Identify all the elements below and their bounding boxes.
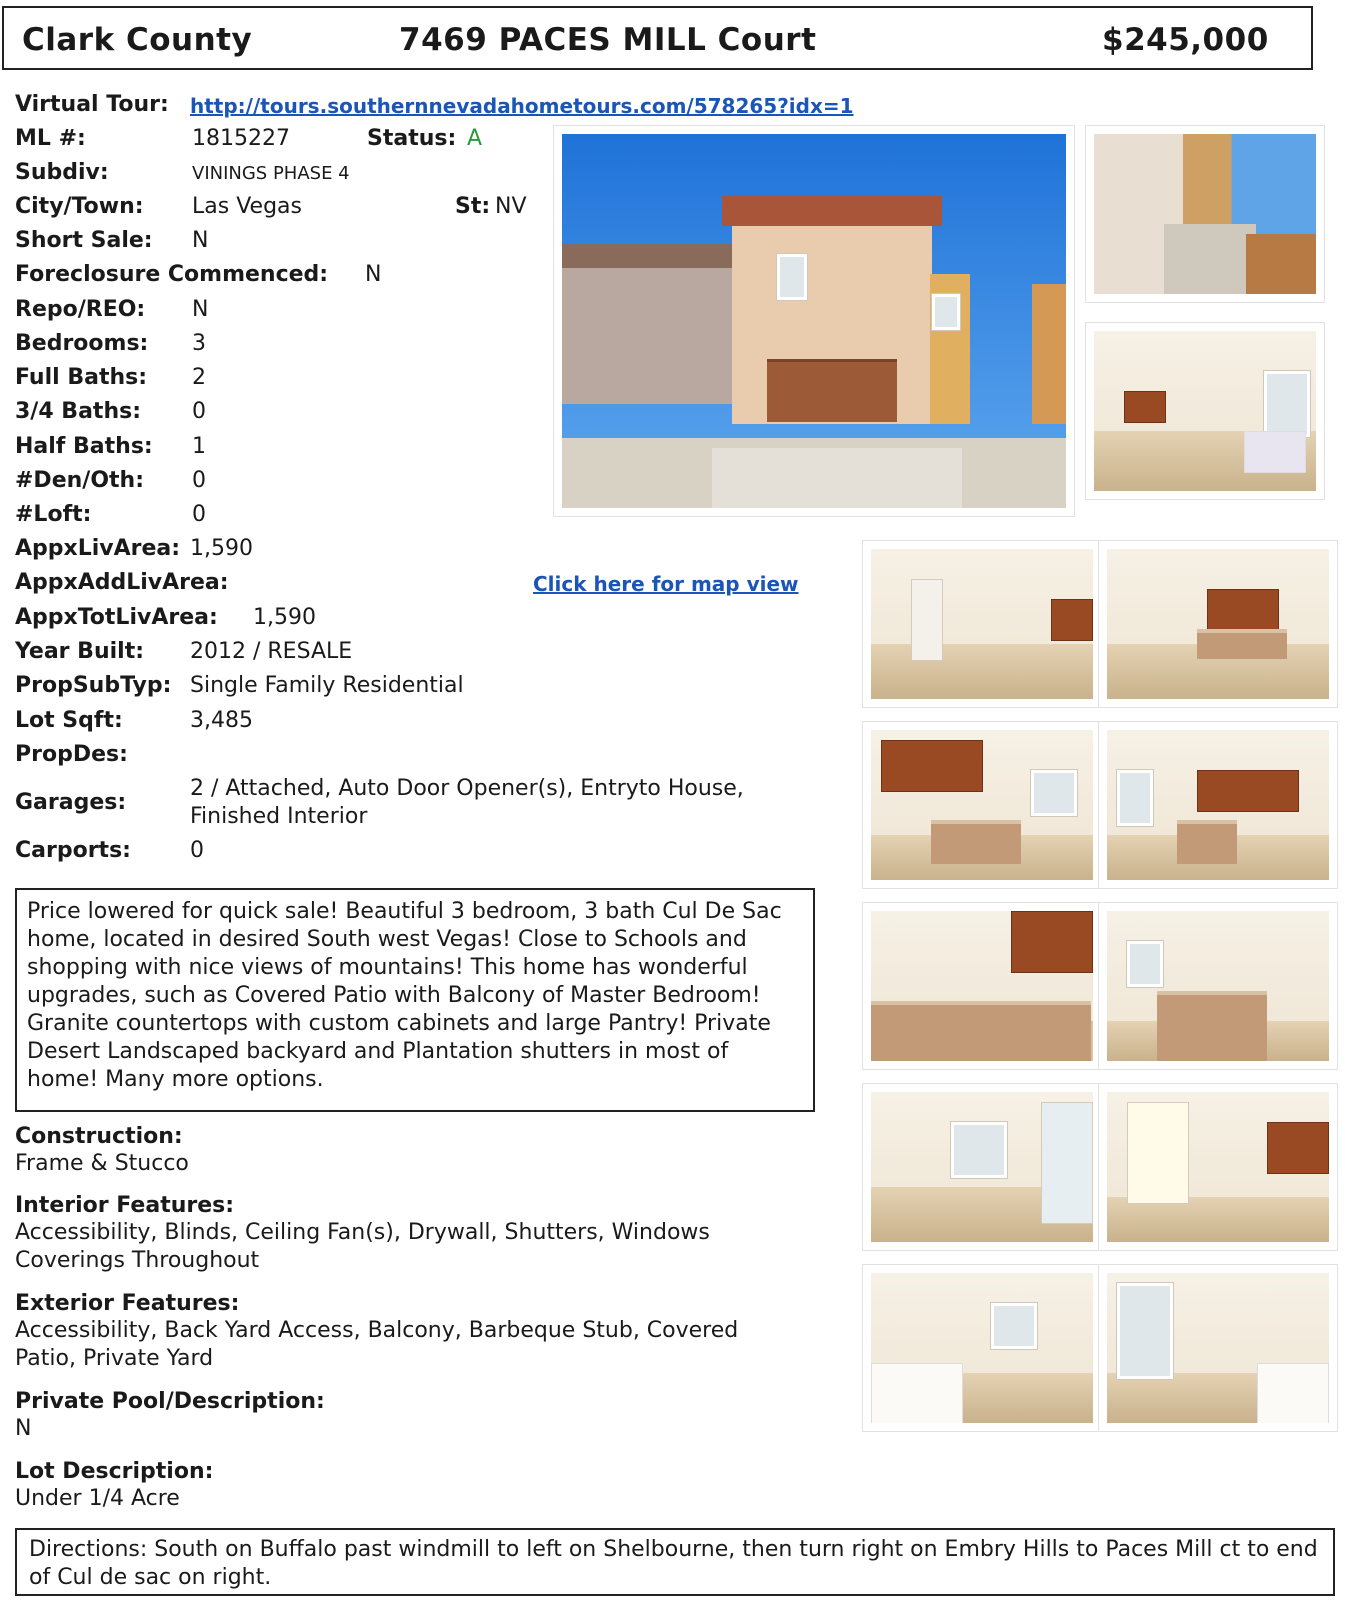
prop-des-label: PropDes: — [15, 742, 128, 767]
prop-sub-type-value: Single Family Residential — [190, 673, 464, 698]
county-title: Clark County — [22, 22, 253, 58]
kitchen-island-photo[interactable] — [1098, 902, 1338, 1070]
kitchen-photo-1[interactable] — [862, 721, 1102, 889]
lot-description-value: Under 1/4 Acre — [15, 1486, 180, 1511]
kitchen-photo-2[interactable] — [1098, 721, 1338, 889]
virtual-tour-link[interactable]: http://tours.southernnevadahometours.com/578265?idx=1 — [190, 94, 854, 118]
add-liv-area-label: AppxAddLivArea: — [15, 570, 229, 595]
short-sale-label: Short Sale: — [15, 228, 153, 253]
description-box: Price lowered for quick sale! Beautiful 3 bedroom, 3 bath Cul De Sac home, located in desired South west Vegas! Close to Schools and shopping with nice views of mountains! This home has wonderful upgrades, such as Covered Patio with Balcony of Master Bedroom! Granite countertops with custom cabinets and large Pantry! Private Desert Landscaped backyard and Plantation shutters in most of home! Many more options. — [15, 888, 815, 1112]
year-built-value: 2012 / RESALE — [190, 639, 353, 664]
pool-label: Private Pool/Description: — [15, 1389, 325, 1414]
subdiv-value: VININGS PHASE 4 — [192, 163, 350, 184]
exterior-features-value: Accessibility, Back Yard Access, Balcony, Barbeque Stub, Covered Patio, Private Yard — [15, 1318, 739, 1371]
half-baths-label: Half Baths: — [15, 434, 153, 459]
kitchen-photo-3[interactable] — [862, 902, 1102, 1070]
prop-sub-type-label: PropSubTyp: — [15, 673, 172, 698]
map-view-link[interactable]: Click here for map view — [533, 572, 799, 596]
ml-label: ML #: — [15, 126, 86, 151]
bedroom-photo-2[interactable] — [1098, 1264, 1338, 1432]
great-room-photo-2[interactable] — [1098, 540, 1338, 708]
status-label: Status: — [367, 126, 457, 151]
den-value: 0 — [192, 468, 206, 493]
carports-value: 0 — [190, 838, 204, 863]
liv-area-value: 1,590 — [190, 536, 253, 561]
three-quarter-baths-value: 0 — [192, 399, 206, 424]
full-baths-value: 2 — [192, 365, 206, 390]
loft-value: 0 — [192, 502, 206, 527]
construction-value: Frame & Stucco — [15, 1151, 189, 1176]
ml-value: 1815227 — [192, 126, 290, 151]
loft-label: #Loft: — [15, 502, 92, 527]
full-baths-label: Full Baths: — [15, 365, 148, 390]
den-label: #Den/Oth: — [15, 468, 144, 493]
lot-sqft-value: 3,485 — [190, 708, 253, 733]
foreclosure-value: N — [365, 262, 382, 287]
price-title: $245,000 — [1102, 22, 1269, 58]
foreclosure-label: Foreclosure Commenced: — [15, 262, 329, 287]
repo-value: N — [192, 297, 209, 322]
dining-photo-1[interactable] — [862, 1083, 1102, 1251]
interior-features-value: Accessibility, Blinds, Ceiling Fan(s), Drywall, Shutters, Windows Coverings Throughout — [15, 1220, 710, 1273]
listing-header — [2, 6, 1313, 70]
city-label: City/Town: — [15, 194, 144, 219]
entry-walkway-photo[interactable] — [1085, 125, 1325, 303]
short-sale-value: N — [192, 228, 209, 253]
bedrooms-label: Bedrooms: — [15, 331, 149, 356]
bedroom-photo-1[interactable] — [862, 1264, 1102, 1432]
tot-liv-area-value: 1,590 — [253, 605, 316, 630]
pool-value: N — [15, 1416, 32, 1441]
living-room-photo-1[interactable] — [1085, 322, 1325, 500]
status-value: A — [467, 126, 483, 151]
tot-liv-area-label: AppxTotLivArea: — [15, 605, 218, 630]
interior-features-label: Interior Features: — [15, 1193, 235, 1218]
bedrooms-value: 3 — [192, 331, 206, 356]
three-quarter-baths-label: 3/4 Baths: — [15, 399, 141, 424]
lot-description-label: Lot Description: — [15, 1459, 214, 1484]
garages-value-line1: 2 / Attached, Auto Door Opener(s), Entryto House, — [190, 776, 744, 801]
lot-sqft-label: Lot Sqft: — [15, 708, 123, 733]
great-room-photo-1[interactable] — [862, 540, 1102, 708]
half-baths-value: 1 — [192, 434, 206, 459]
subdiv-label: Subdiv: — [15, 160, 109, 185]
main-exterior-photo[interactable] — [553, 125, 1075, 517]
liv-area-label: AppxLivArea: — [15, 536, 181, 561]
garages-label: Garages: — [15, 790, 127, 815]
repo-label: Repo/REO: — [15, 297, 146, 322]
virtual-tour-label: Virtual Tour: — [15, 92, 169, 117]
exterior-features-label: Exterior Features: — [15, 1291, 240, 1316]
carports-label: Carports: — [15, 838, 131, 863]
state-value: NV — [495, 194, 527, 219]
garages-value-line2: Finished Interior — [190, 804, 368, 829]
dining-photo-2[interactable] — [1098, 1083, 1338, 1251]
state-label: St: — [455, 194, 491, 219]
directions-box: Directions: South on Buffalo past windmill to left on Shelbourne, then turn right on Embry Hills to Paces Mill ct to end of Cul de sac on right. — [15, 1528, 1335, 1596]
construction-label: Construction: — [15, 1124, 183, 1149]
address-title: 7469 PACES MILL Court — [399, 22, 817, 58]
city-value: Las Vegas — [192, 194, 302, 219]
year-built-label: Year Built: — [15, 639, 145, 664]
